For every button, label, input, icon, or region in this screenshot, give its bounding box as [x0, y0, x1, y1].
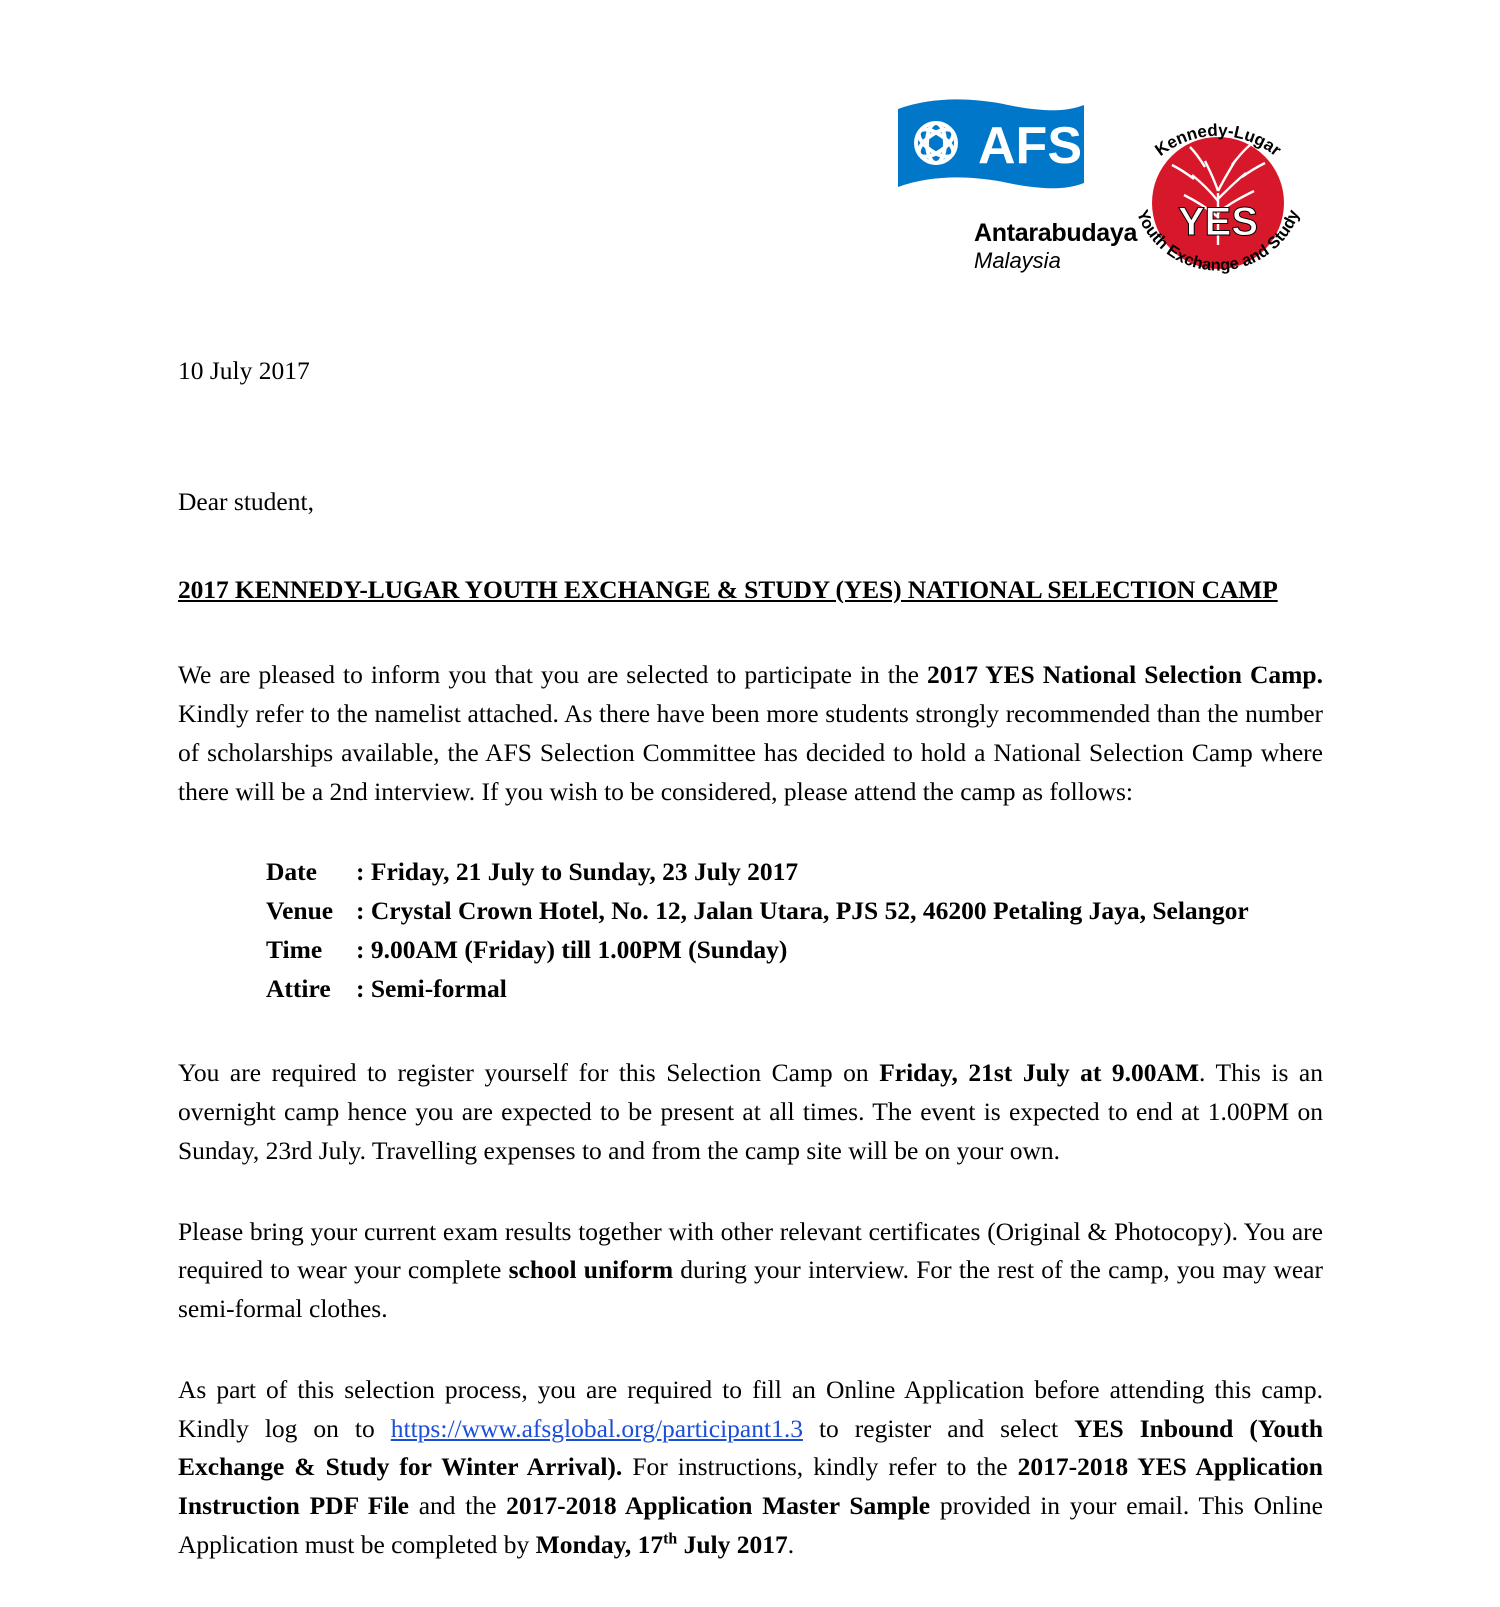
- afs-org-line1: Antarabudaya: [974, 219, 1138, 247]
- app-bold-2: 2017-2018 YES Application Instruction PDF File: [178, 1452, 1323, 1521]
- deadline-date: Monday, 17: [535, 1529, 664, 1559]
- detail-row-date: [266, 853, 1323, 892]
- afs-wordmark: [892, 219, 1138, 273]
- intro-bold-1: 2017 YES National Selection Camp.: [927, 660, 1323, 690]
- app-bold-3: 2017-2018 Application Master Sample: [506, 1491, 931, 1521]
- letterhead: [892, 95, 1325, 295]
- doc-text-1: Please bring your current exam results together with other relevant certificates (Original & Photocopy). You are required to wear your complete: [178, 1216, 1323, 1285]
- detail-value-attire: : Semi-formal: [356, 973, 507, 1003]
- app-text-5: provided in your email. This Online Application must be completed by: [178, 1491, 1323, 1559]
- detail-row-venue: [266, 892, 1323, 931]
- paragraph-online-application: [178, 1371, 1323, 1565]
- detail-row-time: [266, 931, 1323, 970]
- letter-date: 10 July 2017: [178, 356, 310, 385]
- detail-label-attire: Attire: [266, 973, 331, 1003]
- letter-subject: 2017 KENNEDY-LUGAR YOUTH EXCHANGE & STUDY (YES) NATIONAL SELECTION CAMP: [178, 574, 1278, 604]
- afs-flag-icon: [892, 95, 1090, 215]
- app-bold-1: YES Inbound (Youth Exchange & Study for Winter Arrival).: [178, 1413, 1323, 1482]
- paragraph-documents: [178, 1213, 1323, 1329]
- paragraph-intro: [178, 656, 1323, 811]
- afs-logo: [892, 95, 1138, 273]
- afsglobal-application-link[interactable]: https://www.afsglobal.org/participant1.3: [390, 1413, 803, 1443]
- reg-bold-1: Friday, 21st July at 9.00AM: [879, 1058, 1200, 1088]
- app-text-1: As part of this selection process, you are required to fill an Online Application before attending this camp. Kindly log on to: [178, 1374, 1323, 1443]
- detail-label-venue: Venue: [266, 896, 334, 926]
- deadline-ordinal: th: [663, 1530, 678, 1548]
- app-text-3: For instructions, kindly refer to the: [622, 1452, 1018, 1482]
- app-text-2: to register and select: [802, 1413, 1075, 1443]
- reg-text-2: . This is an overnight camp hence you are expected to be present at all times. The event is expected to end at 1.00PM on Sunday, 23rd July. Travelling expenses to and from the camp site will be on your own.: [178, 1058, 1323, 1165]
- yes-logo: [1110, 95, 1325, 295]
- detail-label-date: Date: [266, 857, 317, 887]
- svg-text:Youth Exchange and Study: Youth Exchange and Study: [1132, 207, 1304, 275]
- doc-text-2: during your interview. For the rest of the camp, you may wear semi-formal clothes.: [178, 1255, 1323, 1324]
- app-text-6: .: [787, 1529, 795, 1559]
- detail-value-date: : Friday, 21 July to Sunday, 23 July 2017: [356, 857, 799, 887]
- detail-row-attire: [266, 970, 1323, 1009]
- paragraph-registration: [178, 1054, 1323, 1170]
- svg-text:Kennedy-Lugar: Kennedy-Lugar: [1151, 120, 1285, 160]
- afs-org-line2: Malaysia: [974, 247, 1061, 273]
- letter-body: [178, 352, 1323, 1607]
- svg-text:AFS: AFS: [978, 117, 1082, 175]
- letter-salutation: Dear student,: [178, 486, 314, 516]
- detail-value-time: : 9.00AM (Friday) till 1.00PM (Sunday): [356, 934, 788, 964]
- app-bold-4: [536, 1530, 788, 1559]
- intro-text-2: Kindly refer to the namelist attached. As there have been more students strongly recommended than the number of scholarships available, the AFS Selection Committee has decided to hold a National Selection Camp where there will be a 2nd interview. If you wish to be considered, please attend the camp as follows:: [178, 699, 1323, 806]
- doc-bold-1: school uniform: [508, 1255, 674, 1285]
- detail-value-venue: : Crystal Crown Hotel, No. 12, Jalan Utara, PJS 52, 46200 Petaling Jaya, Selangor: [356, 896, 1249, 926]
- app-text-4: and the: [409, 1491, 507, 1521]
- svg-text:YES: YES: [1177, 200, 1259, 244]
- intro-text-1: We are pleased to inform you that you are selected to participate in the: [178, 660, 927, 690]
- detail-label-time: Time: [266, 934, 323, 964]
- camp-details-block: [178, 853, 1323, 1008]
- deadline-month-year: July 2017: [677, 1529, 788, 1559]
- reg-text-1: You are required to register yourself for this Selection Camp on: [178, 1058, 880, 1088]
